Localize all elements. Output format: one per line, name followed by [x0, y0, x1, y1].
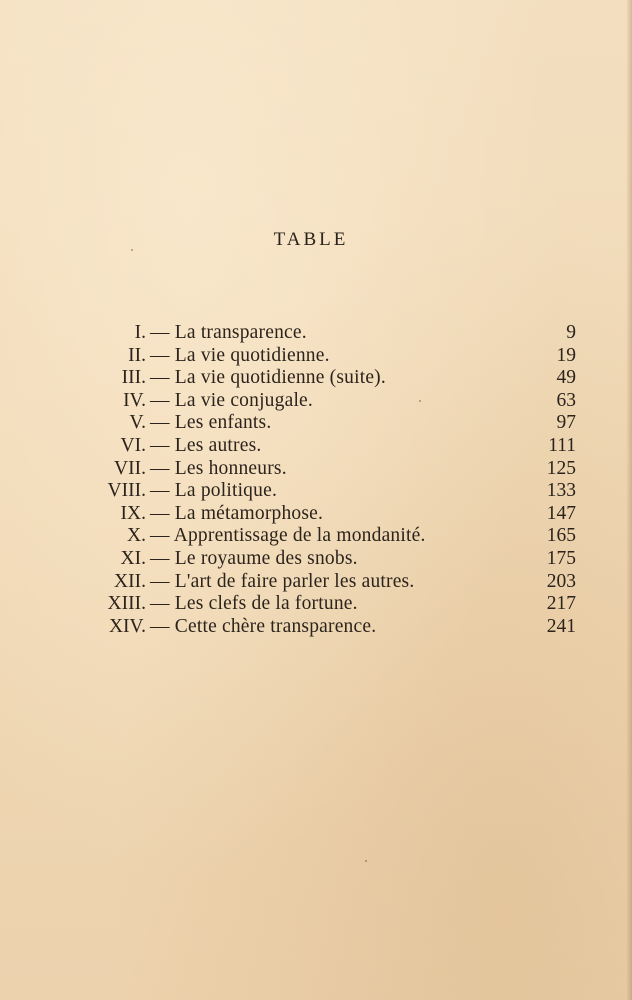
chapter-title: — L'art de faire parler les autres. [150, 570, 415, 592]
page-title: TABLE [273, 229, 349, 250]
chapter-number: XIII. [107, 593, 146, 615]
page-number: 49 [556, 367, 576, 389]
toc-row [40, 571, 576, 594]
chapter-number: IX. [120, 502, 146, 524]
toc-row [40, 616, 576, 639]
page-number: 165 [546, 525, 576, 547]
page-number: 125 [546, 457, 576, 479]
toc-row [40, 367, 576, 390]
chapter-title: — La politique. [150, 480, 278, 502]
chapter-title: — Les enfants. [150, 412, 272, 434]
toc-row [40, 390, 576, 413]
page-number: 133 [546, 480, 576, 502]
page-number: 203 [546, 570, 576, 592]
toc-row [40, 503, 576, 526]
page-number: 147 [546, 502, 576, 524]
toc-row [40, 345, 576, 368]
chapter-title: — La vie quotidienne. [150, 344, 330, 366]
chapter-number: XI. [120, 547, 146, 569]
page-number: 9 [566, 322, 576, 343]
chapter-number: I. [134, 322, 146, 343]
page-edge-shadow [626, 0, 632, 1000]
page-number: 97 [556, 412, 576, 434]
page-number: 175 [546, 547, 576, 569]
chapter-title: — Le royaume des snobs. [150, 547, 358, 569]
chapter-title: — La vie conjugale. [150, 389, 313, 411]
chapter-number: XII. [114, 570, 146, 592]
chapter-title: — Les clefs de la fortune. [150, 593, 358, 615]
toc-row [40, 458, 576, 481]
paper-fleck [365, 860, 367, 862]
toc-row [40, 525, 576, 548]
chapter-title: — La vie quotidienne (suite). [150, 367, 386, 389]
chapter-number: IV. [123, 389, 146, 411]
chapter-number: VI. [120, 434, 146, 456]
chapter-number: VIII. [107, 480, 146, 502]
chapter-number: VII. [114, 457, 146, 479]
table-of-contents [40, 322, 576, 638]
chapter-title: — La transparence. [150, 322, 307, 343]
chapter-title: — La métamorphose. [150, 502, 324, 524]
chapter-title: — Les autres. [150, 434, 262, 456]
toc-row [40, 548, 576, 571]
toc-row [40, 412, 576, 435]
page-number: 217 [546, 593, 576, 615]
toc-row [40, 480, 576, 503]
toc-row [40, 593, 576, 616]
chapter-title: — Apprentissage de la mondanité. [150, 525, 426, 547]
chapter-title: — Les honneurs. [150, 457, 287, 479]
chapter-number: II. [128, 344, 146, 366]
chapter-number: III. [121, 367, 146, 389]
chapter-number: X. [127, 525, 146, 547]
chapter-title: — Cette chère transparence. [150, 615, 377, 637]
chapter-number: XIV. [108, 615, 146, 637]
toc-row [40, 435, 576, 458]
chapter-number: V. [129, 412, 146, 434]
page-number: 111 [548, 434, 576, 456]
toc-row [40, 322, 576, 345]
page-number: 19 [556, 344, 576, 366]
page-number: 241 [546, 615, 576, 637]
page-number: 63 [556, 389, 576, 411]
